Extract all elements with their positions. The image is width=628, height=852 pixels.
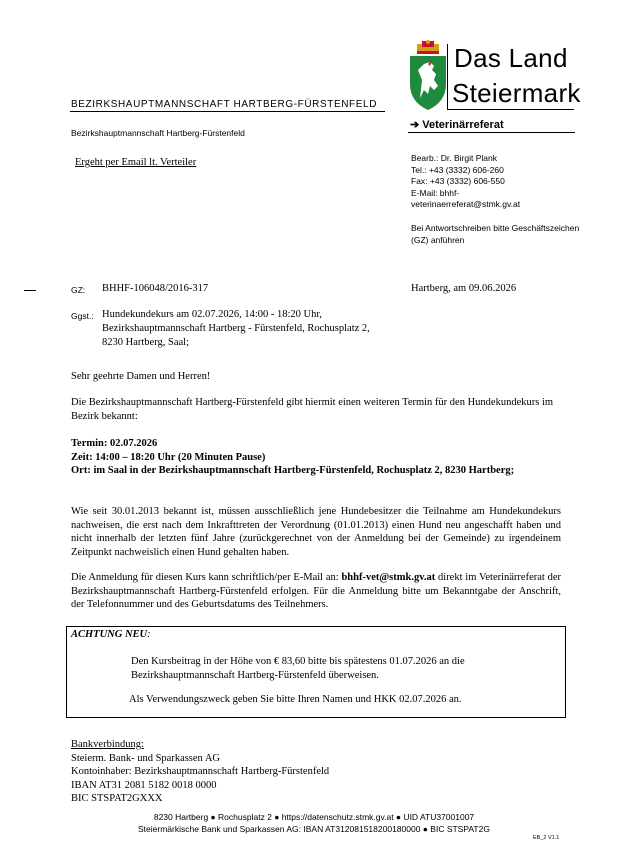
- bank-name: Steierm. Bank- und Sparkassen AG: [71, 752, 221, 764]
- form-version: EB_2 V1.1: [533, 835, 560, 841]
- department-name: Veterinärreferat: [422, 119, 504, 131]
- place-date: Hartberg, am 09.06.2026: [411, 283, 517, 294]
- bank-holder: Kontoinhaber: Bezirkshauptmannschaft Hartberg-Fürstenfeld: [71, 766, 330, 777]
- gz-label: GZ:: [71, 285, 86, 295]
- bank-heading: Bankverbindung:: [71, 739, 144, 750]
- authority-underline: [70, 111, 385, 112]
- contact-email[interactable]: veterinaerreferat@stmk.gv.at: [411, 199, 521, 209]
- appointment-place: Ort: im Saal in der Bezirkshauptmannschaft Hartberg-Fürstenfeld, Rochusplatz 2, 8230 Hartberg;: [71, 465, 515, 476]
- registration-paragraph: [71, 571, 561, 612]
- gz-value: BHHF-106048/2016-317: [102, 283, 209, 294]
- logo-underline: [448, 109, 574, 110]
- bank-details: [71, 738, 329, 806]
- registration-email-link[interactable]: bhhf-vet@stmk.gv.at: [341, 572, 436, 583]
- registration-text-rest: direkt im Veterinärreferat der Bezirkshauptmannschaft Hartberg-Fürstenfeld erfolgen. Für die Anmeldung bitte um Bekanntgabe der Anschrift, der Telefonnummer und des Geburtsdatums des Teilnehmers.: [71, 572, 561, 610]
- notice-box: [66, 626, 566, 718]
- notice-title-text: ACHTUNG NEU: [71, 629, 148, 640]
- logo-text-das-land: Das Land: [454, 43, 568, 73]
- notice-title: [71, 629, 151, 640]
- contact-block: [411, 153, 581, 211]
- department-heading: [410, 118, 504, 131]
- registration-text: Die Anmeldung für diesen Kurs kann schriftlich/per E-Mail an:: [71, 572, 342, 583]
- sender-line: Bezirkshauptmannschaft Hartberg-Fürstenfeld: [71, 128, 245, 138]
- bank-iban: IBAN AT31 2081 5182 0018 0000: [71, 779, 217, 791]
- department-underline: [408, 132, 575, 133]
- styria-coat-of-arms-icon: [408, 40, 448, 112]
- footer-line-bank: Steiermärkische Bank und Sparkassen AG: IBAN AT312081518200180000 ● BIC STSPAT2G: [138, 823, 490, 834]
- reply-note: Bei Antwortschreiben bitte Geschäftszeichen (GZ) anführen: [411, 223, 580, 245]
- subject-line: Bezirkshauptmannschaft Hartberg - Fürstenfeld, Rochusplatz 2,: [102, 323, 370, 334]
- fold-mark: [24, 290, 36, 291]
- appointment-details: [71, 437, 561, 478]
- subject-label: Ggst.:: [71, 311, 94, 321]
- eligibility-paragraph: Wie seit 30.01.2013 bekannt ist, müssen ausschließlich jene Hundebesitzer die Teilnahme am Hundekundekurs nachweisen, die erst nach dem Inkrafttreten der Verordnung (01.01.2013) einen Hund neu angeschafft haben und nicht innerhalb der letzten fünf Jahre (zurückgerechnet von der Anmeldung bei der Gemeinde) zu irgendeinem Zeitpunkt nachweislich einen Hund gehalten haben.: [71, 506, 561, 558]
- arrow-right-icon: ➔: [410, 119, 420, 131]
- appointment-date: Termin: 02.07.2026: [71, 438, 158, 449]
- intro-paragraph: Die Bezirkshauptmannschaft Hartberg-Fürstenfeld gibt hiermit einen weiteren Termin für den Hundekundekurs im Bezirk bekannt:: [71, 397, 554, 422]
- subject: [102, 308, 370, 350]
- recipient-line: Ergeht per Email lt. Verteiler: [75, 157, 197, 168]
- notice-reference: Als Verwendungszweck geben Sie bitte Ihren Namen und HKK 02.07.2026 an.: [129, 694, 462, 705]
- subject-line: Hundekundekurs am 02.07.2026, 14:00 - 18:20 Uhr,: [102, 309, 323, 320]
- footer-line-address: 8230 Hartberg ● Rochusplatz 2 ● https://datenschutz.stmk.gv.at ● UID ATU37001007: [153, 812, 475, 822]
- notice-fee: Den Kursbeitrag in der Höhe von € 83,60 bitte bis spätestens 01.07.2026 an die Bezirkshauptmannschaft Hartberg-Fürstenfeld überweisen.: [131, 656, 465, 681]
- notice-title-colon: :: [147, 629, 151, 640]
- salutation: Sehr geehrte Damen und Herren!: [71, 371, 211, 382]
- contact-officer: Bearb.: Dr. Birgit Plank: [411, 153, 497, 163]
- contact-email-label: E-Mail: bhhf-: [411, 187, 460, 198]
- logo-divider: [447, 44, 448, 110]
- contact-fax: Fax: +43 (3332) 606-550: [411, 176, 505, 186]
- contact-phone: Tel.: +43 (3332) 606-260: [411, 164, 504, 175]
- footer: [0, 812, 628, 835]
- bank-bic: BIC STSPAT2GXXX: [71, 793, 163, 804]
- authority-name: BEZIRKSHAUPTMANNSCHAFT HARTBERG-FÜRSTENFELD: [71, 99, 378, 110]
- subject-line: 8230 Hartberg, Saal;: [102, 337, 189, 348]
- appointment-time: Zeit: 14:00 – 18:20 Uhr (20 Minuten Pause): [71, 451, 266, 463]
- logo-text-steiermark: Steiermark: [452, 78, 581, 108]
